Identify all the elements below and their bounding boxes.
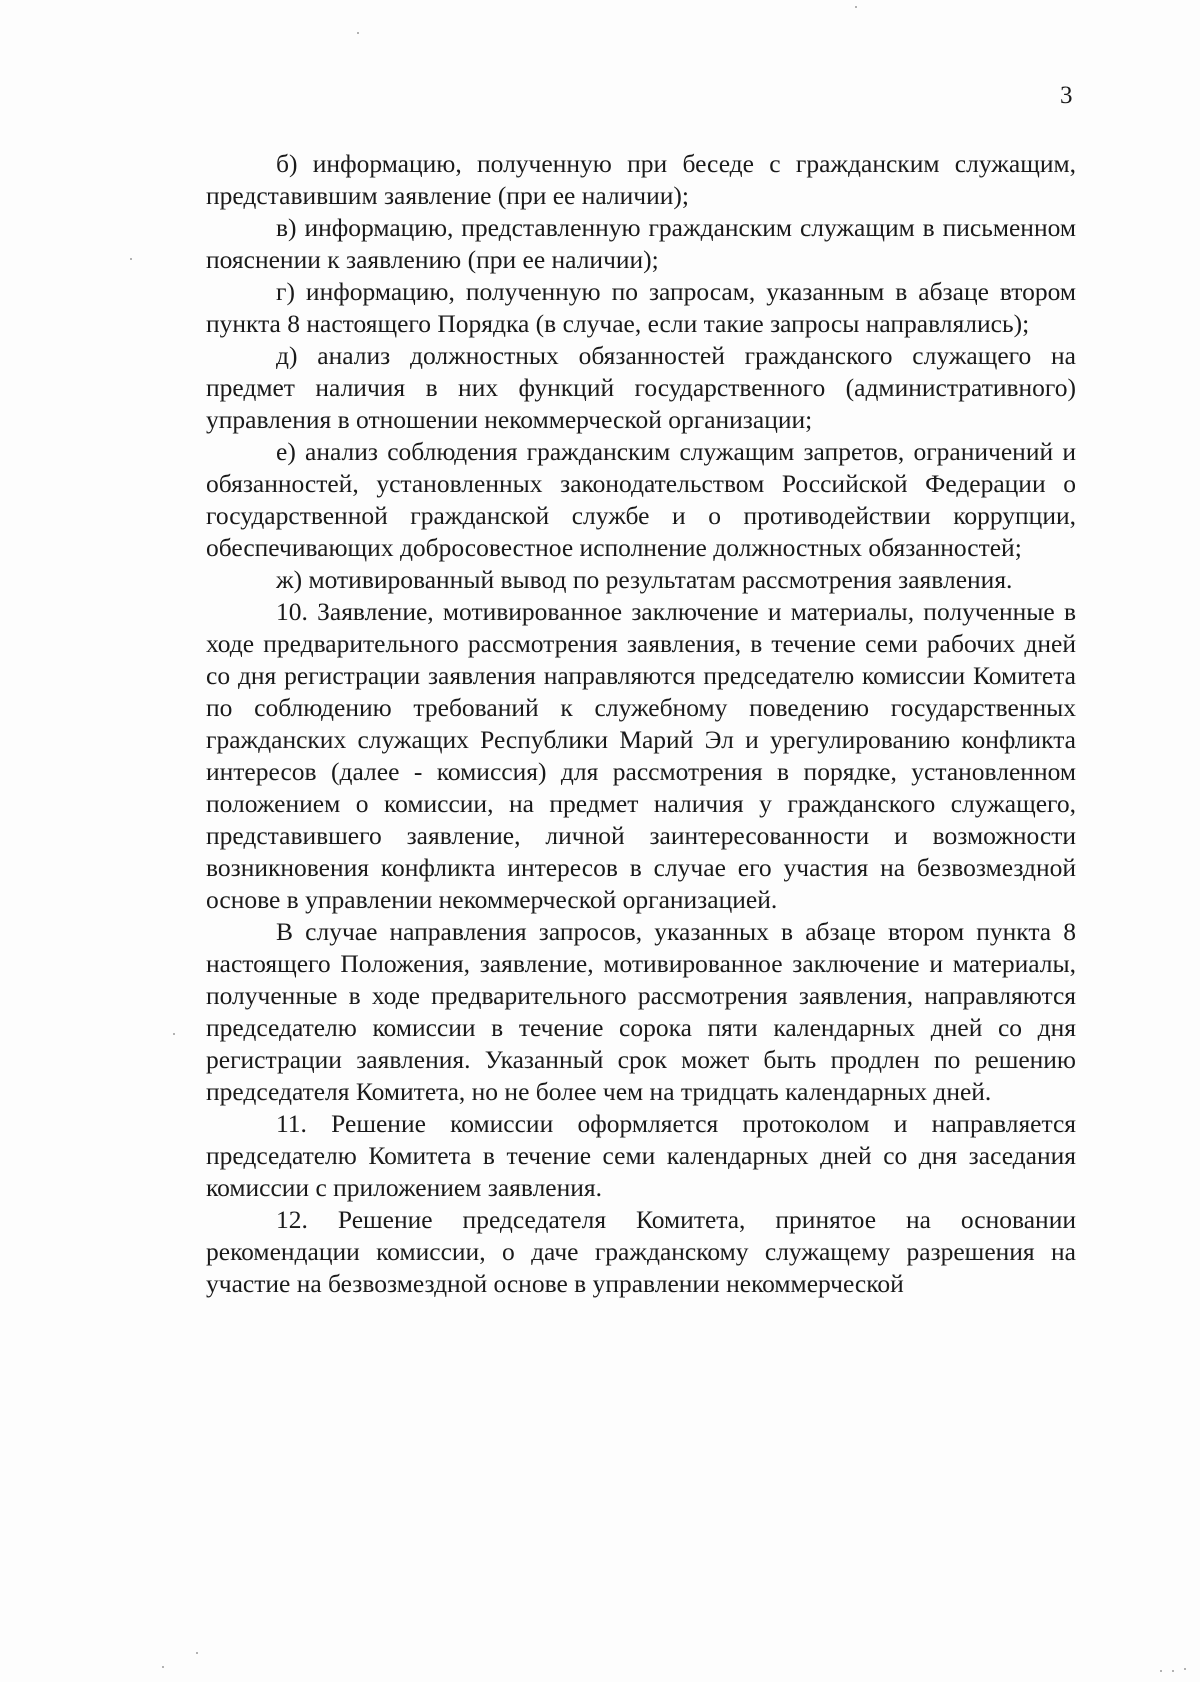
paragraph-zh: ж) мотивированный вывод по результатам рассмотрения заявления. xyxy=(276,565,1013,594)
paragraph-d: д) анализ должностных обязанностей гражданского служащего на предмет наличия в них функций государственного (административного) управления в отношении некоммерческой организации; xyxy=(206,341,1076,434)
scan-speck xyxy=(130,258,132,260)
paragraph-v: в) информацию, представленную гражданским служащим в письменном пояснении к заявлению (при ее наличии); xyxy=(206,213,1076,274)
scan-speck xyxy=(196,1652,198,1654)
paragraph-10-requests: В случае направления запросов, указанных в абзаце втором пункта 8 настоящего Положения, заявление, мотивированное заключение и материалы, полученные в ходе предварительного рассмотрения заявления, направляются председателю комиссии в течение сорока пяти календарных дней со дня регистрации заявления. Указанный срок может быть продлен по решению председателя Комитета, но не более чем на тридцать календарных дней. xyxy=(206,917,1076,1106)
paragraph-g: г) информацию, полученную по запросам, указанным в абзаце втором пункта 8 настоящего Порядка (в случае, если такие запросы направлялись); xyxy=(206,277,1076,338)
paragraph-11: 11. Решение комиссии оформляется протоколом и направляется председателю Комитета в течение семи календарных дней со дня заседания комиссии с приложением заявления. xyxy=(206,1109,1076,1202)
scan-speck xyxy=(1172,1670,1174,1672)
paragraph-12: 12. Решение председателя Комитета, принятое на основании рекомендации комиссии, о даче гражданскому служащему разрешения на участие на безвозмездной основе в управлении некоммерческой xyxy=(206,1205,1076,1298)
scan-speck xyxy=(162,1666,164,1668)
scan-speck xyxy=(1184,1668,1186,1670)
scan-speck xyxy=(173,1033,175,1035)
page-number: 3 xyxy=(1060,82,1073,109)
scan-speck xyxy=(1160,1670,1162,1672)
scan-speck xyxy=(855,6,857,8)
scan-speck xyxy=(357,32,359,34)
document-body xyxy=(206,148,1076,1300)
paragraph-e: е) анализ соблюдения гражданским служащим запретов, ограничений и обязанностей, установленных законодательством Российской Федерации о государственной гражданской службе и о противодействии коррупции, обеспечивающих добросовестное исполнение должностных обязанностей; xyxy=(206,437,1076,562)
paragraph-b: б) информацию, полученную при беседе с гражданским служащим, представившим заявление (при ее наличии); xyxy=(206,149,1076,210)
paragraph-10: 10. Заявление, мотивированное заключение и материалы, полученные в ходе предварительного рассмотрения заявления, в течение семи рабочих дней со дня регистрации заявления направляются председателю комиссии Комитета по соблюдению требований к служебному поведению государственных гражданских служащих Республики Марий Эл и урегулированию конфликта интересов (далее - комиссия) для рассмотрения в порядке, установленном положением о комиссии, на предмет наличия у гражданского служащего, представившего заявление, личной заинтересованности и возможности возникновения конфликта интересов в случае его участия на безвозмездной основе в управлении некоммерческой организацией. xyxy=(206,597,1076,914)
